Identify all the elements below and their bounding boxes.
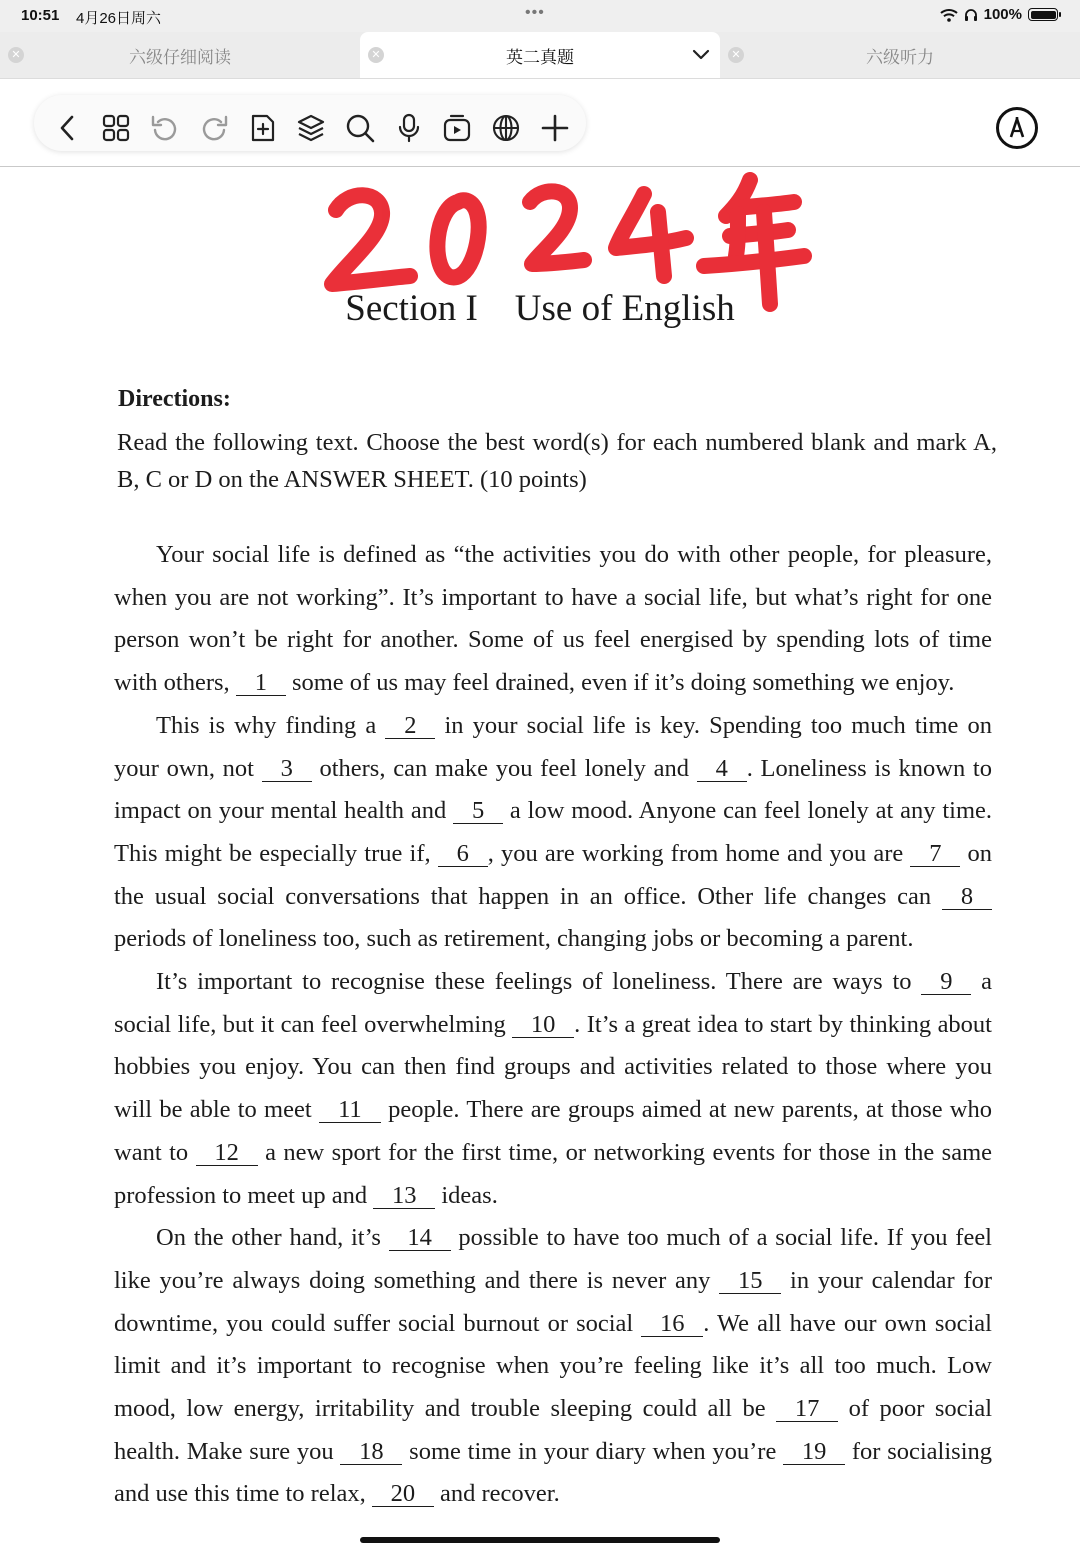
pen-circle-icon[interactable] <box>995 106 1039 150</box>
blank-15: 15 <box>719 1269 781 1294</box>
blank-16: 16 <box>641 1312 703 1337</box>
passage-paragraph <box>114 961 992 1217</box>
passage-text: in your social life is key. Spending too much time on your own, not <box>114 711 992 782</box>
passage-text: some time in your diary when you’re <box>402 1437 784 1465</box>
tab-label: 英二真题 <box>506 47 574 68</box>
chevron-down-icon[interactable] <box>690 43 712 65</box>
back-icon[interactable] <box>53 113 83 143</box>
blank-6: 6 <box>438 842 488 867</box>
passage-text: a new sport for the first time, or networking events for those in the same profession to meet up and <box>114 1138 993 1209</box>
directions-text: Read the following text. Choose the best word(s) for each numbered blank and mark A, B, C or D on the ANSWER SHEET. (10 points) <box>117 429 997 493</box>
passage-text: , you are working from home and you are <box>487 839 911 867</box>
tab-cet6-reading[interactable] <box>0 32 360 78</box>
tab-english-ii-exams[interactable] <box>360 32 720 78</box>
grid-icon[interactable] <box>101 113 131 143</box>
blank-10: 10 <box>512 1013 574 1038</box>
passage-text: . We all have our own social limit and it’s important to recognise when you’re feeling like it’s all too much. Low mood, low energy, irritability and trouble sleeping could all be <box>114 1309 992 1423</box>
passage-text: This is why finding a <box>156 711 386 739</box>
blank-13: 13 <box>373 1184 435 1209</box>
passage-text: . It’s a great idea to start by thinking about hobbies you enjoy. You can then find groups and activities related to those where you will be able to meet <box>114 1010 992 1124</box>
layers-icon[interactable] <box>296 113 326 143</box>
tab-label: 六级仔细阅读 <box>129 47 231 68</box>
passage-text: on the usual social conversations that happen in an office. Other life changes can <box>114 839 993 910</box>
multitask-dots[interactable]: ••• <box>525 4 545 21</box>
blank-4: 4 <box>697 757 747 782</box>
blank-2: 2 <box>385 714 435 739</box>
redo-icon[interactable] <box>199 113 229 143</box>
battery-icon <box>1028 8 1058 21</box>
passage-text: It’s important to recognise these feelings of loneliness. There are ways to <box>156 968 922 996</box>
add-page-icon[interactable] <box>248 113 278 143</box>
status-bar <box>0 0 1080 32</box>
battery-percent: 100% <box>983 6 1022 23</box>
blank-3: 3 <box>262 757 312 782</box>
blank-1: 1 <box>236 671 286 696</box>
passage-text: a social life, but it can feel overwhelming <box>114 968 993 1038</box>
close-icon[interactable]: ✕ <box>368 47 384 63</box>
blank-12: 12 <box>196 1141 258 1166</box>
close-icon[interactable]: ✕ <box>8 47 24 63</box>
globe-icon[interactable] <box>491 113 521 143</box>
blank-18: 18 <box>340 1440 402 1465</box>
undo-icon[interactable] <box>150 113 180 143</box>
status-time: 10:51 <box>21 7 60 24</box>
blank-20: 20 <box>372 1482 434 1507</box>
status-right <box>940 6 1058 23</box>
section-title: Section I Use of English <box>345 288 735 329</box>
passage-text: in your calendar for downtime, you could suffer social burnout or social <box>114 1266 992 1337</box>
add-icon[interactable] <box>540 113 570 143</box>
passage-paragraph <box>114 1217 992 1516</box>
blank-8: 8 <box>942 885 992 910</box>
passage-text: a low mood. Anyone can feel lonely at any time. This might be especially true if, <box>114 797 993 867</box>
blank-11: 11 <box>319 1098 381 1123</box>
passage-text: On the other hand, it’s <box>156 1224 389 1252</box>
passage-text: ideas. <box>435 1181 498 1209</box>
passage-text: for socialising and use this time to relax, <box>114 1437 993 1508</box>
home-indicator[interactable] <box>360 1537 720 1543</box>
headphones-icon <box>964 8 978 22</box>
media-icon[interactable] <box>442 113 472 143</box>
blank-19: 19 <box>783 1440 845 1465</box>
passage-text: of poor social health. Make sure you <box>114 1395 992 1465</box>
close-icon[interactable]: ✕ <box>728 47 744 63</box>
tab-bar <box>0 32 1080 79</box>
directions-label: Directions: <box>118 386 231 412</box>
cloze-passage <box>114 534 992 1516</box>
blank-14: 14 <box>389 1226 451 1251</box>
passage-text: Your social life is defined as “the activities you do with other people, for pleasure, when you are not working”. It’s important to have a social life, but what’s right for one person won’t be right for another. Some of us feel energised by spending lots of time with others, <box>114 541 992 697</box>
tab-cet6-listening[interactable] <box>720 32 1080 78</box>
passage-text: possible to have too much of a social life. If you feel like you’re always doing something and there is never any <box>114 1224 992 1294</box>
blank-7: 7 <box>910 842 960 867</box>
blank-17: 17 <box>776 1397 838 1422</box>
wifi-icon <box>940 8 958 22</box>
passage-text: people. There are groups aimed at new parents, at those who want to <box>114 1096 992 1166</box>
passage-text: and recover. <box>433 1480 560 1508</box>
passage-text: some of us may feel drained, even if it’s doing something we enjoy. <box>285 669 955 697</box>
blank-9: 9 <box>921 970 971 995</box>
passage-text: . Loneliness is known to impact on your mental health and <box>114 754 992 825</box>
passage-paragraph <box>114 534 992 705</box>
passage-text: others, can make you feel lonely and <box>311 754 697 782</box>
passage-text: periods of loneliness too, such as retirement, changing jobs or becoming a parent. <box>114 925 914 953</box>
blank-5: 5 <box>453 799 503 824</box>
tab-label: 六级听力 <box>866 47 934 68</box>
microphone-icon[interactable] <box>394 113 424 143</box>
search-icon[interactable] <box>345 113 375 143</box>
passage-paragraph <box>114 705 992 961</box>
status-date: 4月26日周六 <box>76 10 162 27</box>
